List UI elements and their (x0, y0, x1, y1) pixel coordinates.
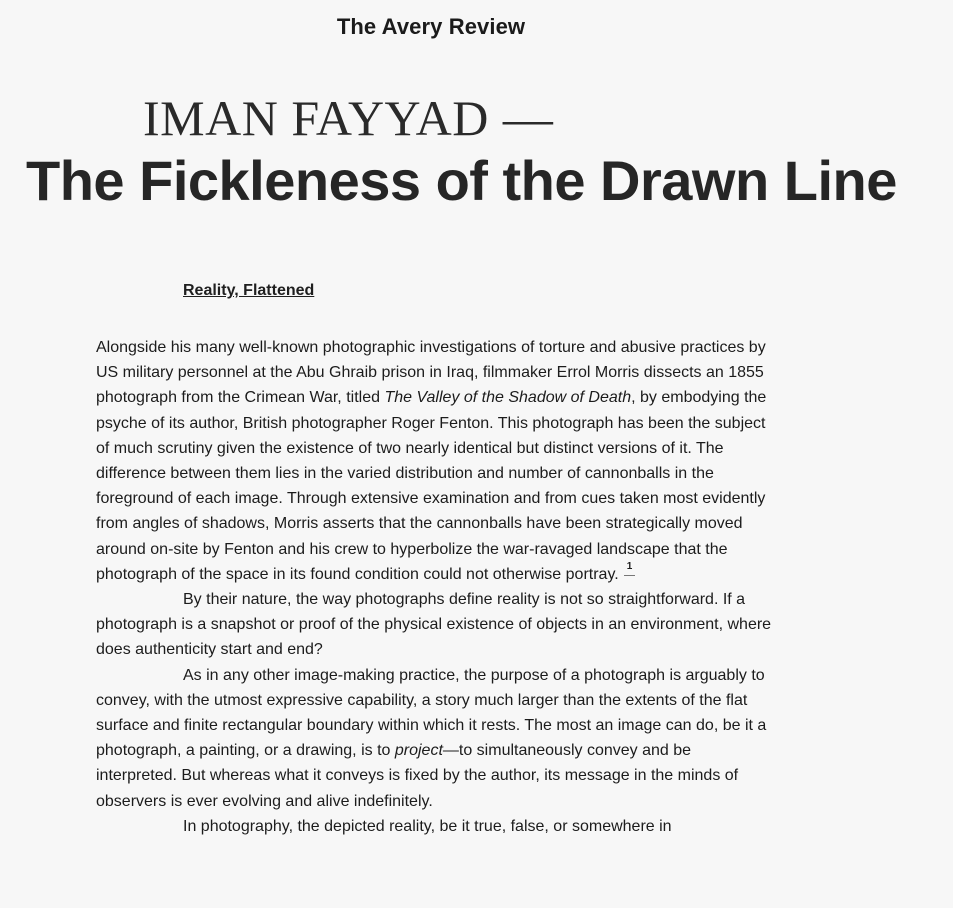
paragraph-3-text-a: As in any other image-making practice, the purpose of a photograph is arguably to convey, with the utmost expressive capability, a story much larger than the extents of the flat surface and finite rectangular boundary within which it rests. The most an image can do, be it a photograph, a painting, or a drawing, is to (96, 666, 767, 760)
paragraph-3 (96, 663, 776, 814)
article-title: The Fickleness of the Drawn Line (26, 149, 897, 212)
paragraph-1-italic-title: The Valley of the Shadow of Death (384, 389, 632, 407)
author-name-text: IMAN FAYYAD (143, 90, 489, 146)
paragraph-4-text: In photography, the depicted reality, be it true, false, or somewhere in (183, 817, 672, 835)
paragraph-4 (96, 814, 776, 839)
footnote-link[interactable]: 1 (624, 562, 636, 576)
paragraph-1-text-a: Alongside his many well-known photographic investigations of torture and abusive practices by US military personnel at the Abu Ghraib prison in Iraq, filmmaker Errol Morris dissects an 1855 photograph from the Crimean War, titled (96, 339, 766, 407)
paragraph-2 (96, 587, 776, 663)
paragraph-3-text-b: —to simultaneously convey and be interpreted. But whereas what it conveys is fixed by the author, its message in the minds of observers is ever evolving and alive indefinitely. (96, 742, 739, 810)
paragraph-2-text: By their nature, the way photographs define reality is not so straightforward. If a photograph is a snapshot or proof of the physical existence of objects in an environment, where does authenticity start and end? (96, 591, 772, 659)
section-heading[interactable]: Reality, Flattened (183, 282, 315, 299)
author-dash: — (502, 90, 553, 146)
paragraph-1 (96, 335, 776, 587)
author-name (143, 88, 553, 148)
masthead[interactable]: The Avery Review (336, 14, 526, 39)
article-body (96, 335, 776, 839)
paragraph-1-text-b: , by embodying the psyche of its author, British photographer Roger Fenton. This photograph has been the subject of much scrutiny given the existence of two nearly identical but distinct versions of it. The difference between them lies in the varied distribution and number of cannonballs in the foreground of each image. Through extensive examination and from cues taken most evidently from angles of shadows, Morris asserts that the cannonballs have been strategically moved around on-site by Fenton and his crew to hyperbolize the war-ravaged landscape that the photograph of the space in its found condition could not otherwise portray. (96, 389, 767, 583)
paragraph-3-italic-word: project (394, 742, 443, 760)
